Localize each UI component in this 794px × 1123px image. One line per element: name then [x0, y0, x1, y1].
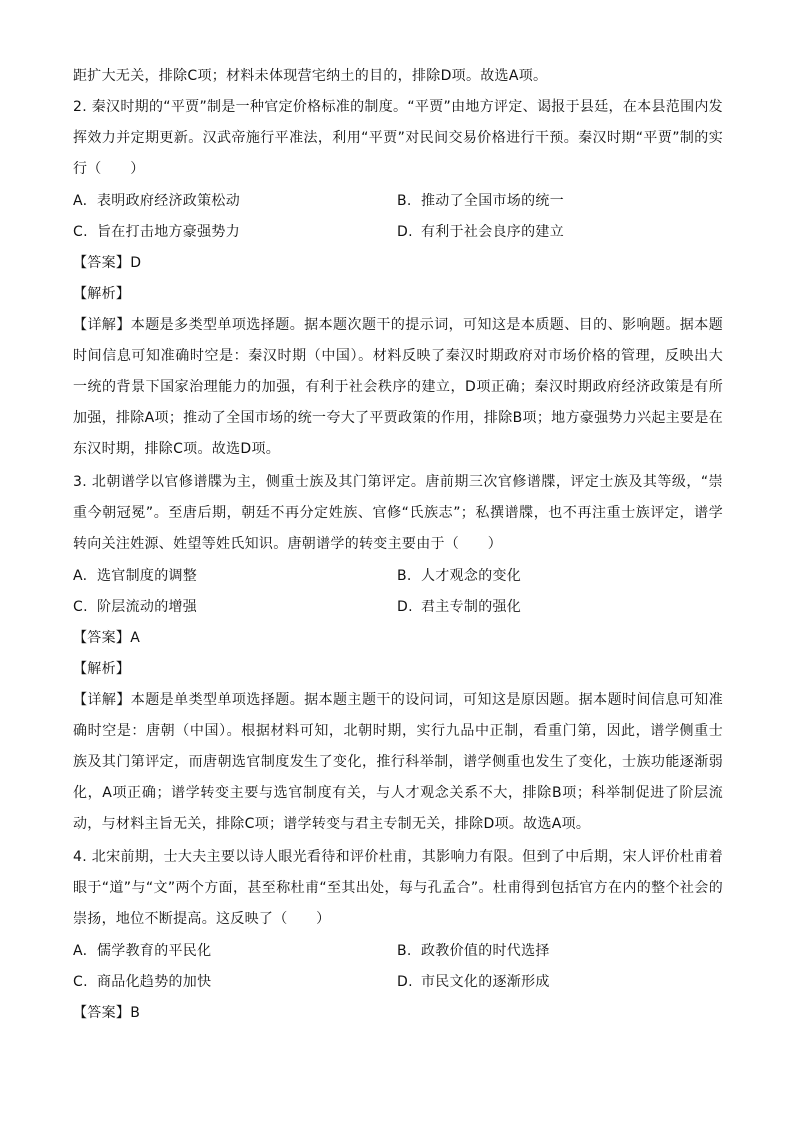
- question-4-answer: 【答案】B: [73, 1005, 141, 1021]
- question-2-option-c: C. 旨在打击地方豪强势力: [73, 224, 240, 240]
- question-3-option-d: D. 君主专制的强化: [397, 599, 522, 615]
- question-4-option-d: D. 市民文化的逐渐形成: [397, 974, 550, 990]
- question-3-stem: 3. 北朝谱学以官修谱牒为主，侧重士族及其门第评定。唐前期三次官修谱牒，评定士族及其等级，“崇重今朝冠冕”。至唐后期，朝廷不再分定姓族、官修“氏族志”；私撰谱牒，也不再注重士族评定，谱学转向关注姓源、姓望等姓氏知识。唐朝谱学的转变主要由于（ ）: [73, 474, 723, 552]
- question-3-option-a: A. 选官制度的调整: [73, 568, 198, 584]
- question-4-option-b: B. 政教价值的时代选择: [397, 943, 550, 959]
- question-2-option-b: B. 推动了全国市场的统一: [397, 193, 564, 209]
- question-3-analysis-label: 【解析】: [73, 661, 131, 677]
- question-4-stem: 4. 北宋前期，士大夫主要以诗人眼光看待和评价杜甫，其影响力有限。但到了中后期，宋人评价杜甫着眼于“道”与“文”两个方面，甚至称杜甫“至其出处，每与孔孟合”。杜甫得到包括官方在内的整个社会的崇扬，地位不断提高。这反映了（ ）: [73, 849, 723, 927]
- question-2-option-a: A. 表明政府经济政策松动: [73, 193, 240, 209]
- question-3-answer: 【答案】A: [73, 630, 141, 646]
- question-2-option-d: D. 有利于社会良序的建立: [397, 224, 564, 240]
- question-3-detail: 【详解】本题是单类型单项选择题。据本题主题干的设问词，可知这是原因题。据本题时间信息可知准确时空是：唐朝（中国）。根据材料可知，北朝时期，实行九品中正制，看重门第，因此，谱学侧重士族及其门第评定，而唐朝选官制度发生了变化，推行科举制，谱学侧重也发生了变化，士族功能逐渐弱化，A项正确；谱学转变主要与选官制度有关，与人才观念关系不大，排除B项；科举制促进了阶层流动，与材料主旨无关，排除C项；谱学转变与君主专制无关，排除D项。故选A项。: [73, 692, 723, 832]
- question-4-option-a: A. 儒学教育的平民化: [73, 943, 212, 959]
- question-2-answer: 【答案】D: [73, 255, 142, 271]
- question-3-option-c: C. 阶层流动的增强: [73, 599, 198, 615]
- previous-explanation-tail: 距扩大无关，排除C项；材料未体现营宅纳土的目的，排除D项。故选A项。: [73, 68, 548, 84]
- question-3-option-b: B. 人才观念的变化: [397, 568, 522, 584]
- question-2-stem: 2. 秦汉时期的“平贾”制是一种官定价格标准的制度。“平贾”由地方评定、谒报于县廷，在本县范围内发挥效力并定期更新。汉武帝施行平准法，利用“平贾”对民间交易价格进行干预。秦汉时期“平贾”制的实行（ ）: [73, 99, 723, 177]
- question-4-option-c: C. 商品化趋势的加快: [73, 974, 212, 990]
- question-2-detail: 【详解】本题是多类型单项选择题。据本题次题干的提示词，可知这是本质题、目的、影响题。据本题时间信息可知准确时空是：秦汉时期（中国）。材料反映了秦汉时期政府对市场价格的管理，反映出大一统的背景下国家治理能力的加强，有利于社会秩序的建立，D项正确；秦汉时期政府经济政策是有所加强，排除A项；推动了全国市场的统一夸大了平贾政策的作用，排除B项；地方豪强势力兴起主要是在东汉时期，排除C项。故选D项。: [73, 317, 723, 457]
- question-2-analysis-label: 【解析】: [73, 286, 131, 302]
